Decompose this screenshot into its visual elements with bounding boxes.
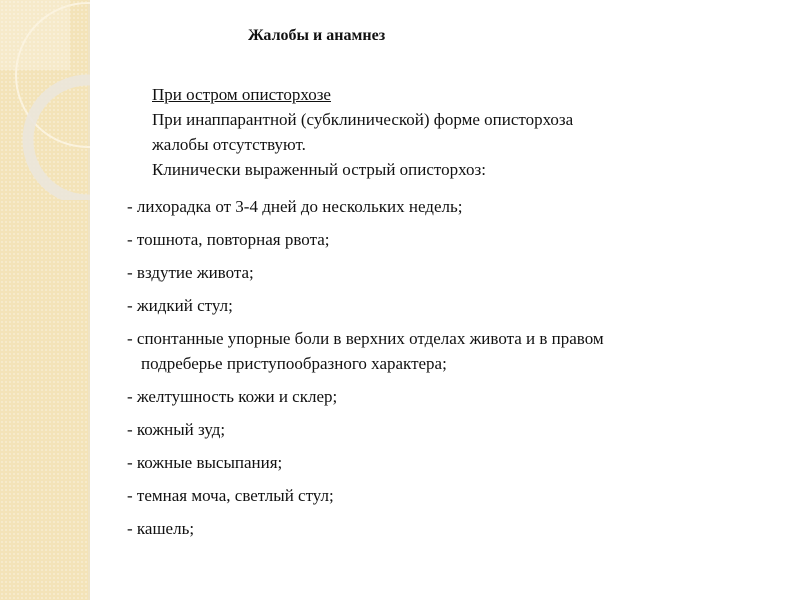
list-item: - вздутие живота; [127,263,254,282]
list-item: - жидкий стул; [127,296,233,315]
list-item: - тошнота, повторная рвота; [127,230,330,249]
list-item: - темная моча, светлый стул; [127,486,334,505]
slide-title: Жалобы и анамнез [248,27,386,44]
subheading: При остром описторхозе [152,85,331,104]
intro-line: Клинически выраженный острый описторхоз: [152,160,486,179]
list-item: - кашель; [127,519,195,538]
intro-line: При инаппарантной (субклинической) форме описторхоза [152,110,574,129]
list-item: - желтушность кожи и склер; [127,387,338,406]
list-item [127,326,604,376]
list-item-continuation: подреберье приступообразного характера; [141,354,447,373]
list-item: - лихорадка от 3-4 дней до нескольких недель; [127,197,463,216]
intro-line: жалобы отсутствуют. [152,135,306,154]
symptom-list [127,194,604,549]
list-item: - кожные высыпания; [127,453,283,472]
decorative-circles [0,0,90,200]
list-item-line: - спонтанные упорные боли в верхних отделах живота и в правом [127,329,604,348]
list-item: - кожный зуд; [127,420,226,439]
intro-block [152,82,573,182]
